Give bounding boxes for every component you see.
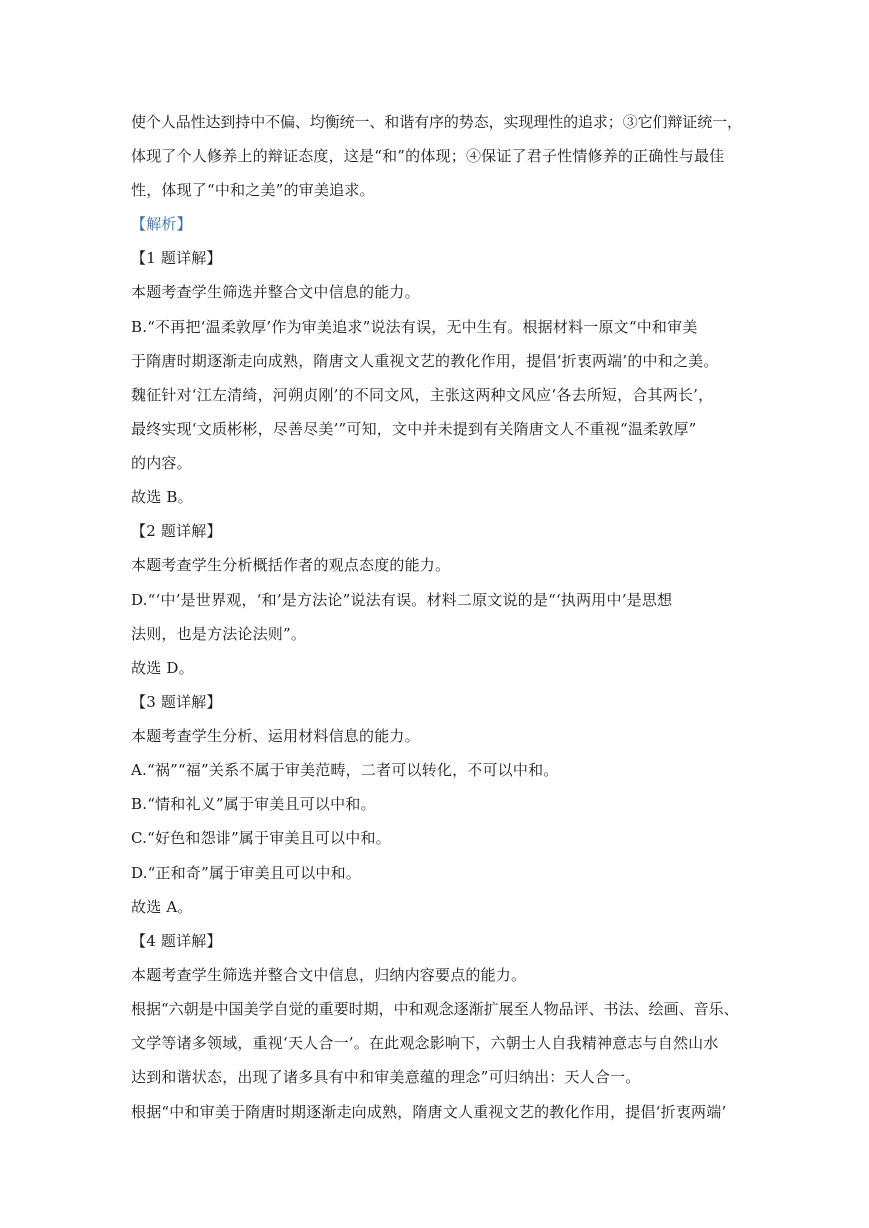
q3-answer: 故选 A。 (131, 898, 193, 916)
q4-intro: 本题考查学生筛选并整合文中信息，归纳内容要点的能力。 (131, 966, 527, 984)
q2-answer: 故选 D。 (131, 659, 194, 677)
q1-body-5: 的内容。 (131, 454, 192, 472)
q4-body-2: 文学等诸多领域，重视‘天人合一’。在此观念影响下，六朝士人自我精神意志与自然山水 (131, 1034, 719, 1052)
answer-line-1: 使个人品性达到持中不偏、均衡统一、和谐有序的势态，实现理性的追求；③它们辩证统一， (131, 113, 742, 131)
q4-body-4: 根据“中和审美于隋唐时期逐渐走向成熟，隋唐文人重视文艺的教化作用，提倡‘折衷两端’ (131, 1103, 727, 1121)
q2-body-1: D.“‘中’是世界观，‘和’是方法论”说法有误。材料二原文说的是“‘执两用中’是思想 (131, 591, 673, 609)
analysis-tag: 【解析】 (131, 215, 192, 233)
q1-intro: 本题考查学生筛选并整合文中信息的能力。 (131, 283, 420, 301)
q1-body-3: 魏征针对‘江左清绮，河朔贞刚’的不同文风，主张这两种文风应‘各去所短，合其两长’， (131, 386, 714, 404)
q3-option-d: D.“正和奇”属于审美且可以中和。 (131, 864, 361, 882)
q3-option-b: B.“情和礼义”属于审美且可以中和。 (131, 795, 376, 813)
q3-heading: 【3 题详解】 (131, 693, 222, 711)
q1-heading: 【1 题详解】 (131, 249, 222, 267)
q2-intro: 本题考查学生分析概括作者的观点态度的能力。 (131, 556, 451, 574)
q3-intro: 本题考查学生分析、运用材料信息的能力。 (131, 727, 420, 745)
q4-body-1: 根据“六朝是中国美学自觉的重要时期，中和观念逐渐扩展至人物品评、书法、绘画、音乐、 (131, 1000, 739, 1018)
q1-answer: 故选 B。 (131, 488, 193, 506)
answer-line-2: 体现了个人修养上的辩证态度，这是“和”的体现；④保证了君子性情修养的正确性与最佳 (131, 147, 725, 165)
q3-option-c: C.“好色和怨诽”属于审美且可以中和。 (131, 829, 391, 847)
q1-body-2: 于隋唐时期逐渐走向成熟，隋唐文人重视文艺的教化作用，提倡‘折衷两端’的中和之美。 (131, 352, 719, 370)
q2-heading: 【2 题详解】 (131, 522, 222, 540)
q4-body-3: 达到和谐状态，出现了诸多具有中和审美意蕴的理念”可归纳出：天人合一。 (131, 1068, 641, 1086)
q3-option-a: A.“祸”“福”关系不属于审美范畴，二者可以转化，不可以中和。 (131, 761, 559, 779)
answer-line-3: 性，体现了“中和之美”的审美追求。 (131, 181, 375, 199)
q2-body-2: 法则，也是方法论法则”。 (131, 625, 307, 643)
q4-heading: 【4 题详解】 (131, 932, 222, 950)
q1-body-4: 最终实现‘文质彬彬，尽善尽美’”可知，文中并未提到有关隋唐文人不重视“温柔敦厚” (131, 420, 697, 438)
q1-body-1: B.“不再把‘温柔敦厚’作为审美追求”说法有误，无中生有。根据材料一原文“中和审美 (131, 318, 698, 336)
